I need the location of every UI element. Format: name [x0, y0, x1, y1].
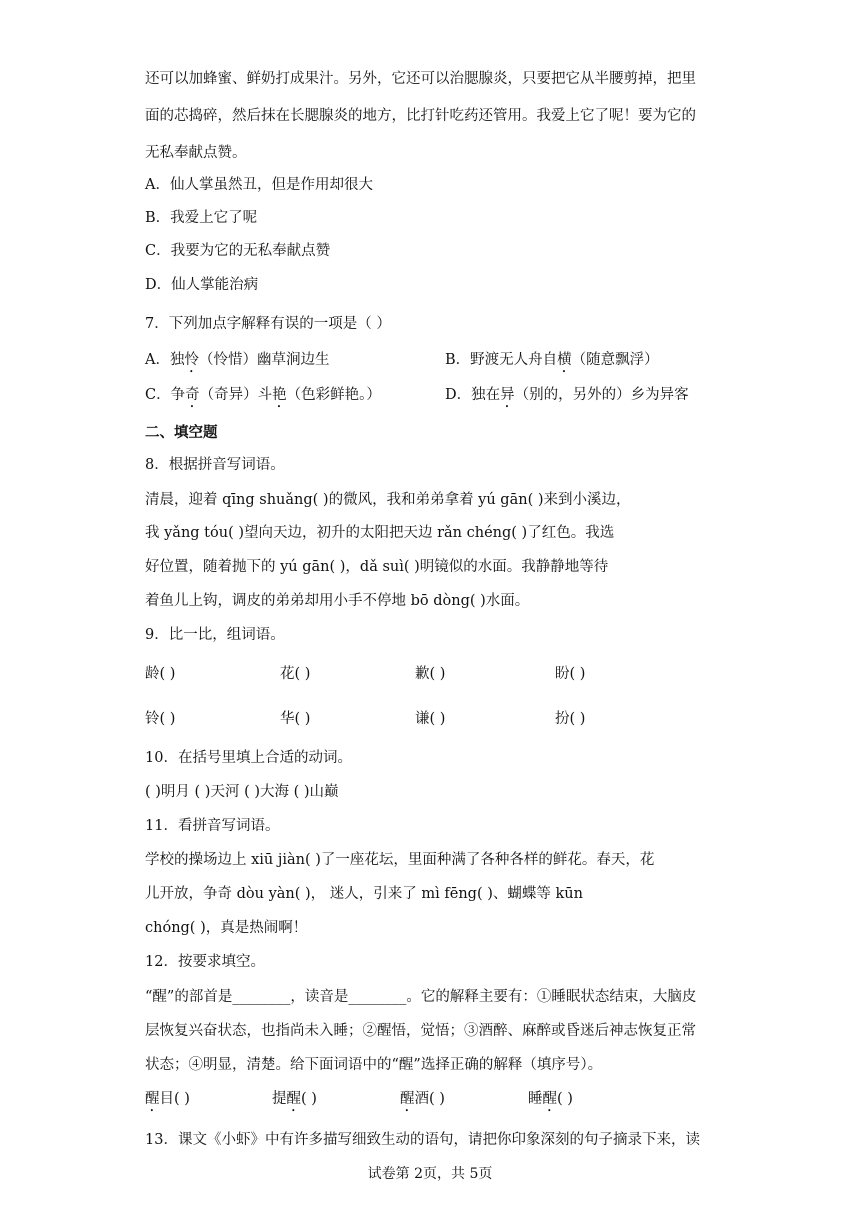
q12-line: 状态；④明显，清楚。给下面词语中的“醒”选择正确的解释（填序号）。	[145, 1057, 603, 1073]
q9-item: 龄( )	[145, 666, 176, 682]
q7-option-b: B．野渡无人舟自横（随意飘浮）	[445, 352, 659, 368]
page-footer: 试卷第 2页，共 5页	[367, 1166, 493, 1182]
q11-line: 学校的操场边上 xiū jiàn( )了一座花坛，里面种满了各种各样的鲜花。春天，花	[145, 852, 655, 868]
q8-line: 我 yǎng tóu( )望向天边，初升的太阳把天边 rǎn chéng( )了红色。我选	[145, 525, 615, 541]
q11-line: 儿开放，争奇 dòu yàn( )， 迷人，引来了 mì fēng( )、蝴蝶等 kūn	[145, 886, 583, 902]
q13-line: 13．课文《小虾》中有许多描写细致生动的语句，请把你印象深刻的句子摘录下来，读	[145, 1132, 700, 1148]
passage-line: 还可以加蜂蜜、鲜奶打成果汁。另外，它还可以治腮腺炎，只要把它从半腰剪掉，把里	[145, 71, 696, 87]
q11-stem: 11．看拼音写词语。	[145, 818, 280, 834]
q11-line: chóng( )，真是热闹啊！	[145, 920, 308, 936]
q12-line: “醒”的部首是________，读音是________。它的解释主要有：①睡眠状态结束，大脑皮	[145, 989, 697, 1005]
q12-line: 层恢复兴奋状态，也指尚未入睡；②醒悟，觉悟；③酒醉、麻醉或昏迷后神志恢复正常	[145, 1023, 696, 1039]
q6-option-c: C．我要为它的无私奉献点赞	[145, 243, 331, 259]
q8-stem: 8．根据拼音写词语。	[145, 457, 285, 473]
q7-option-a: A．独怜（怜惜）幽草涧边生	[145, 352, 330, 368]
q9-row-1	[145, 664, 705, 684]
q9-item: 铃( )	[145, 711, 176, 727]
q12-word: 提醒( )	[272, 1091, 317, 1107]
q12-stem: 12．按要求填空。	[145, 954, 265, 970]
section-heading: 二、填空题	[145, 424, 218, 441]
q7-option-d: D．独在异（别的，另外的）乡为异客	[445, 387, 689, 403]
q12-word: 睡醒( )	[528, 1091, 573, 1107]
q9-item: 花( )	[280, 666, 311, 682]
q10-stem: 10．在括号里填上合适的动词。	[145, 750, 352, 766]
q9-item: 盼( )	[555, 666, 586, 682]
q12-word: 醒目( )	[145, 1091, 190, 1107]
q7-options-row-1	[145, 350, 745, 370]
q8-line: 着鱼儿上钩，调皮的弟弟却用小手不停地 bō dòng( )水面。	[145, 593, 530, 609]
q8-line: 好位置，随着抛下的 yú gān( )，dǎ suì( )明镜似的水面。我静静地等待	[145, 559, 609, 575]
q9-item: 谦( )	[415, 711, 446, 727]
q6-option-b: B．我爱上它了呢	[145, 210, 258, 226]
q9-item: 扮( )	[555, 711, 586, 727]
passage-line: 面的芯捣碎，然后抹在长腮腺炎的地方，比打针吃药还管用。我爱上它了呢！要为它的	[145, 108, 696, 124]
passage-line: 无私奉献点赞。	[145, 145, 247, 161]
q9-stem: 9．比一比，组词语。	[145, 627, 285, 643]
q9-item: 歉( )	[415, 666, 446, 682]
q10-line: ( )明月 ( )天河 ( )大海 ( )山巅	[145, 784, 339, 800]
q12-word: 醒酒( )	[400, 1091, 445, 1107]
q7-stem: 7．下列加点字解释有误的一项是（ ）	[145, 316, 391, 332]
q9-item: 华( )	[280, 711, 311, 727]
q9-row-2	[145, 709, 705, 729]
q7-option-c: C．争奇（奇异）斗艳（色彩鲜艳。）	[145, 387, 381, 403]
q7-options-row-2	[145, 385, 745, 405]
q6-option-a: A．仙人掌虽然丑，但是作用却很大	[145, 177, 373, 193]
q6-option-d: D．仙人掌能治病	[145, 277, 259, 293]
q12-words-row	[145, 1089, 705, 1113]
q8-line: 清晨，迎着 qīng shuǎng( )的微风，我和弟弟拿着 yú gān( )来到小溪边，	[145, 492, 631, 508]
